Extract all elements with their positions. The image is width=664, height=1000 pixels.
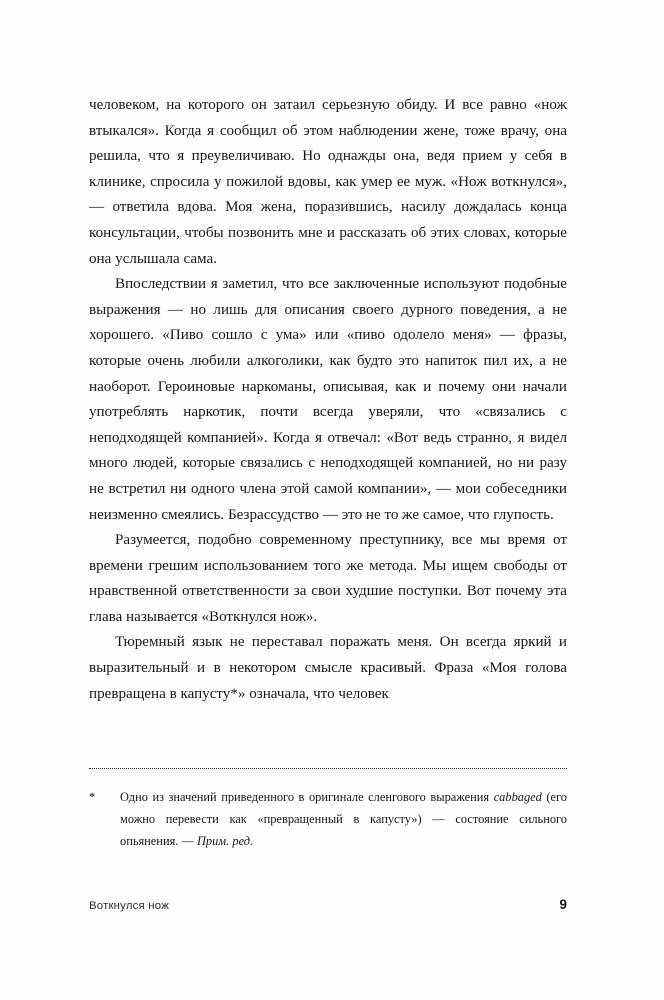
- footnote-text-part-1: Одно из значений приведенного в оригинале сленгового выражения: [120, 790, 494, 804]
- footnote-editor-note: Прим. ред.: [196, 834, 254, 848]
- footnote-block: [89, 768, 567, 852]
- footnote-text-part-2: (его можно перевести как «превращенный в капусту») — состояние сильного опьянения. —: [120, 790, 567, 848]
- footnote-term-cabbaged: cabbaged: [493, 790, 542, 804]
- paragraph-4: Тюремный язык не переставал поражать меня. Он всегда яркий и выразительный и в некотором смысле красивый. Фраза «Моя голова превращена в капусту*» означала, что человек: [89, 634, 567, 702]
- footnote-separator-rule: [89, 768, 567, 770]
- page-number: 9: [559, 897, 567, 912]
- footnote-text: [120, 786, 567, 852]
- body-text-column: [89, 93, 567, 707]
- footnote-row: [89, 786, 567, 852]
- footnote-marker: *: [89, 790, 96, 804]
- page-footer: [89, 897, 567, 912]
- paragraph-1: человеком, на которого он затаил серьезную обиду. И все равно «нож втыкался». Когда я сообщил об этом наблюдении жене, тоже врачу, она решила, что я преувеличиваю. Но однажды она, ведя прием у себя в клинике, спросила у пожилой вдовы, как умер ее муж. «Нож воткнулся», — ответила вдова. Моя жена, поразившись, насилу дождалась конца консультации, чтобы позвонить мне и рассказать об этих словах, которые она услышала сама.: [89, 97, 567, 267]
- paragraph-2: Впоследствии я заметил, что все заключенные используют подобные выражения — но лишь для описания своего дурного поведения, а не хорошего. «Пиво сошло с ума» или «пиво одолело меня» — фразы, которые очень любили алкоголики, как будто это напиток пил их, а не наоборот. Героиновые наркоманы, описывая, как и почему они начали употреблять наркотик, почти всегда уверяли, что «связались с неподходящей компанией». Когда я отвечал: «Вот ведь странно, я видел много людей, которые связались с неподходящей компанией, но ни разу не встретил ни одного члена этой самой компании», — мои собеседники неизменно смеялись. Безрассудство — это не то же самое, что глупость.: [89, 276, 567, 523]
- running-title: Воткнулся нож: [89, 900, 170, 912]
- paragraph-3: Разумеется, подобно современному преступнику, все мы время от времени грешим использованием того же метода. Мы ищем свободы от нравственной ответственности за свои худшие поступки. Вот почему эта глава называется «Воткнулся нож».: [89, 532, 567, 625]
